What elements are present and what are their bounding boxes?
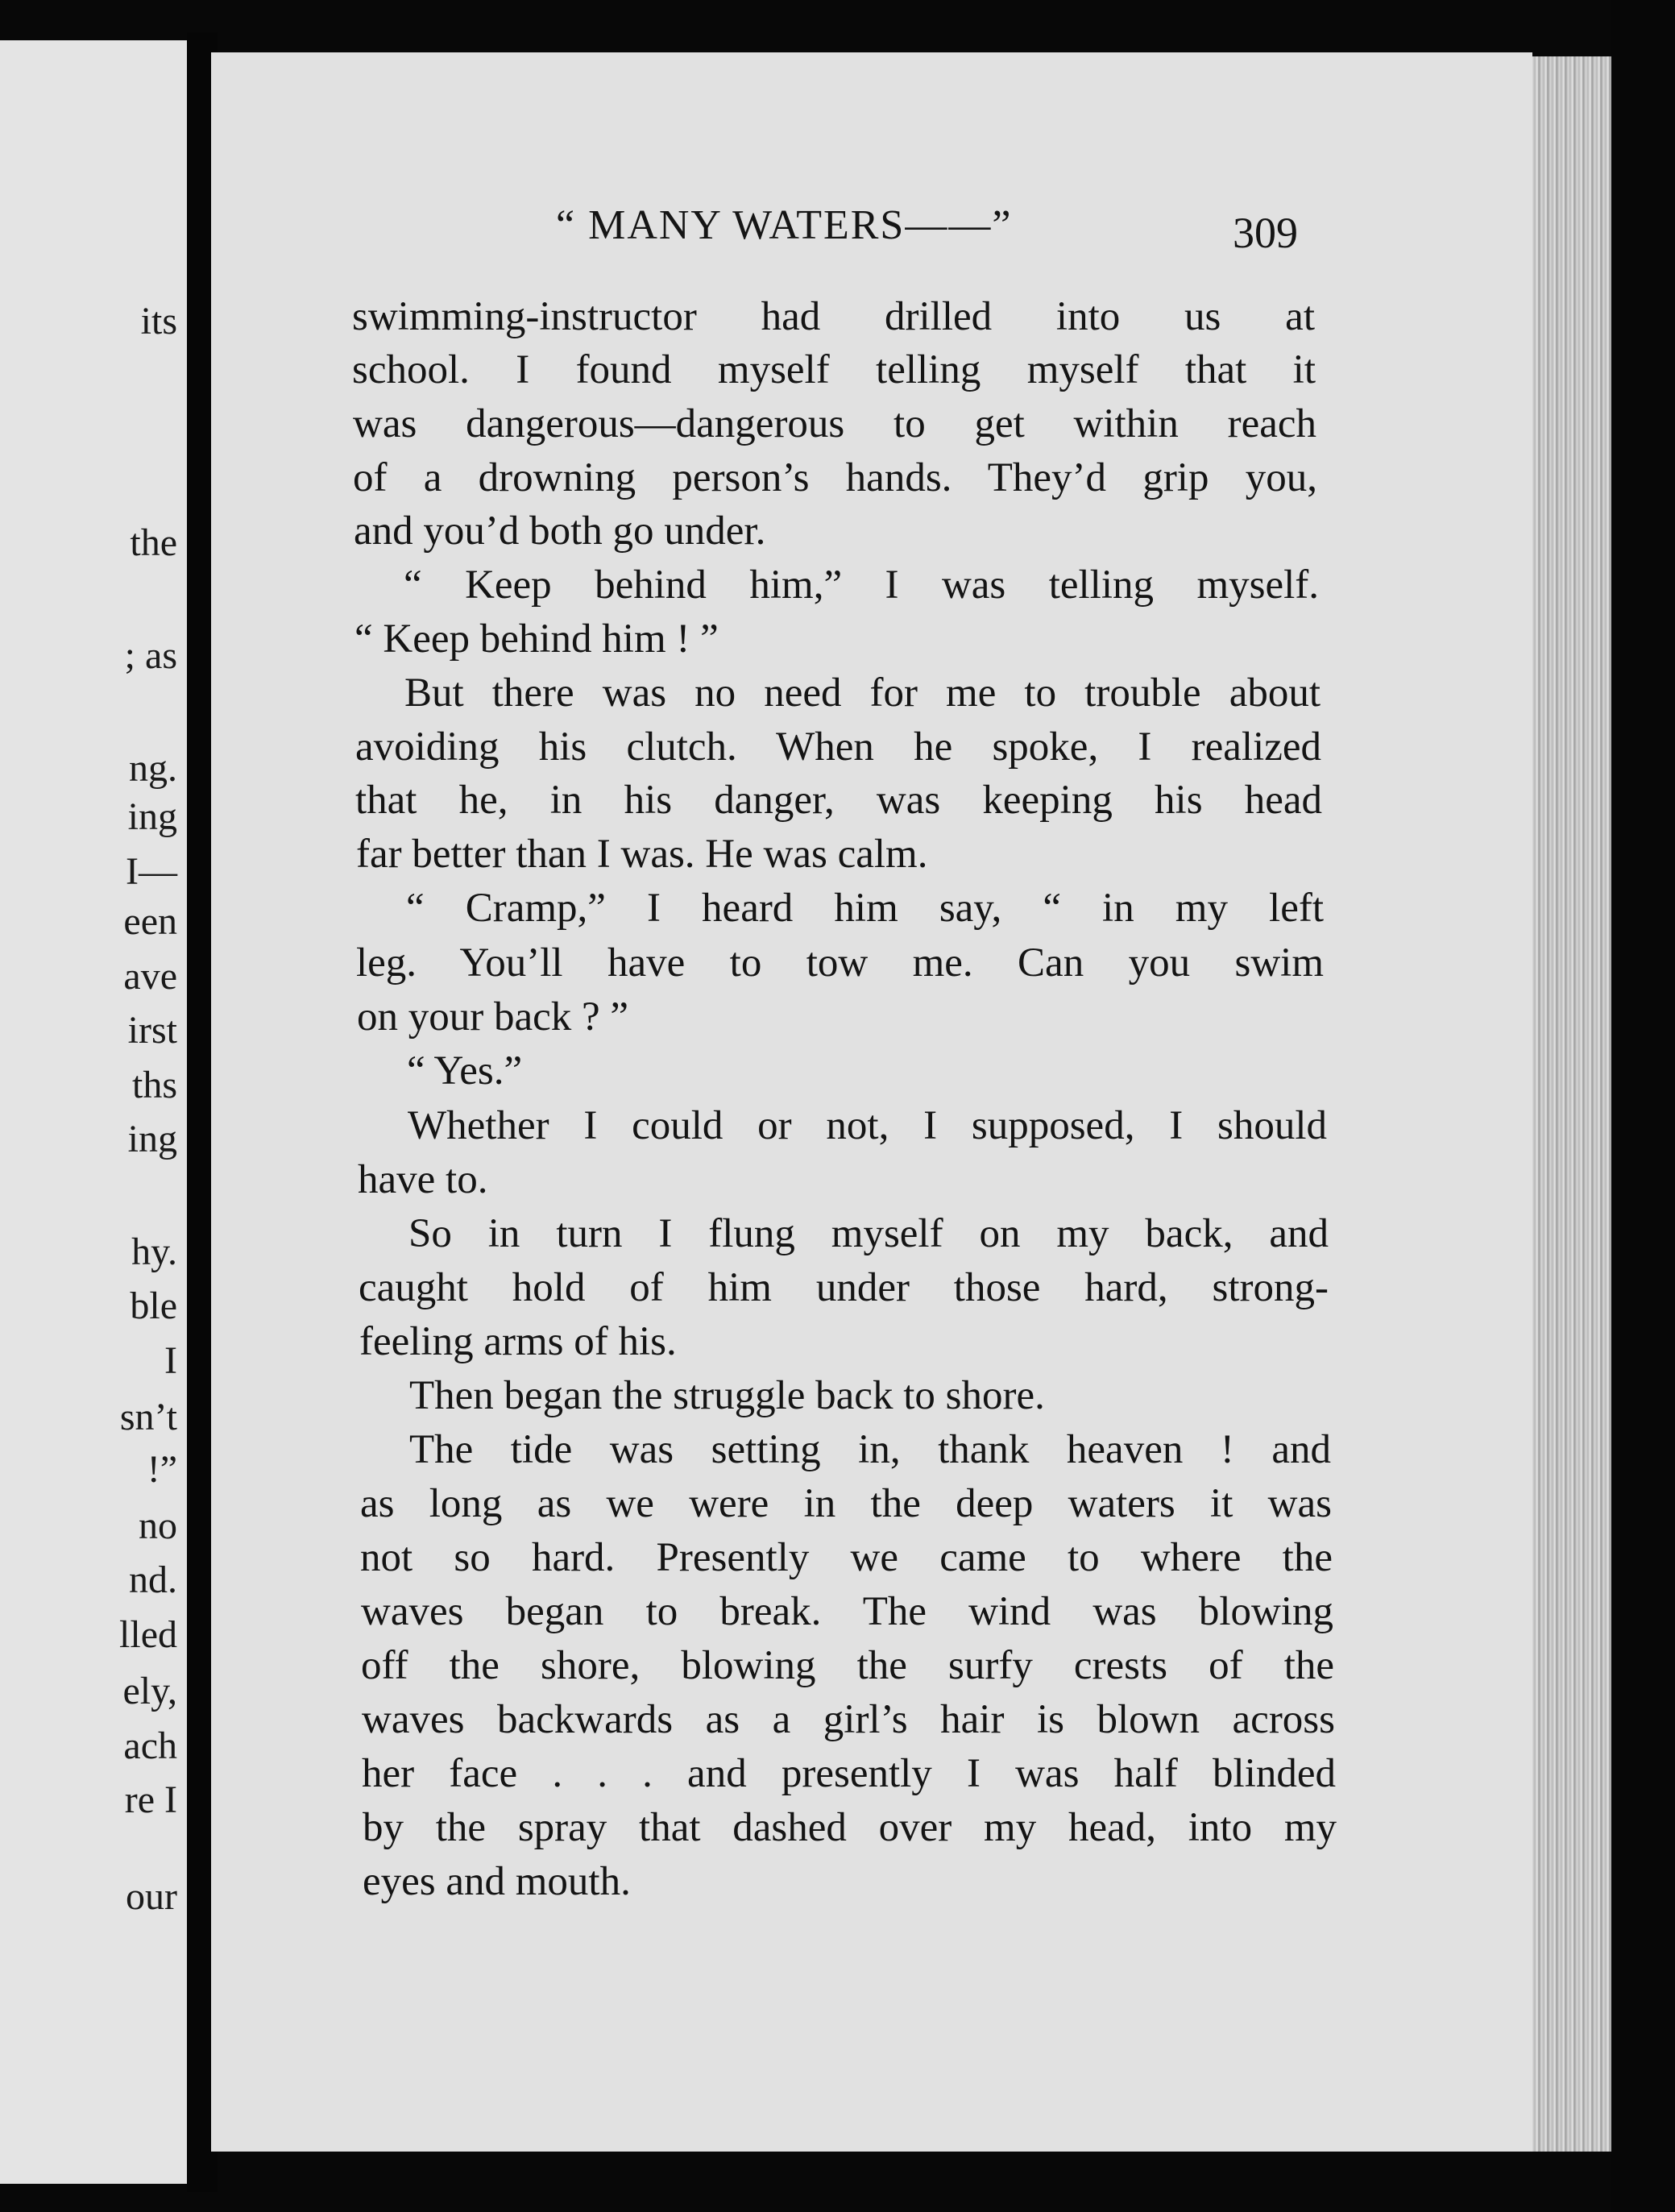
left-page-fragment: no [139, 1504, 177, 1547]
left-page-fragment: I— [126, 850, 177, 893]
text-line: But there was no need for me to trouble about [404, 670, 1321, 716]
left-page-fragment: hy. [131, 1231, 177, 1273]
left-page-fragment: lled [119, 1613, 177, 1656]
left-page-fragment: een [123, 900, 177, 943]
running-head: “ MANY WATERS——” [556, 202, 1013, 248]
left-page-fragment: ng. [129, 747, 177, 790]
text-line: leg. You’ll have to tow me. Can you swim [356, 940, 1324, 986]
left-page-fragment: our [126, 1875, 177, 1918]
text-line: “ Cramp,” I heard him say, “ in my left [406, 886, 1324, 931]
left-page-fragment: its [140, 300, 177, 342]
text-line: not so hard. Presently we came to where the [360, 1535, 1333, 1580]
text-line: have to. [358, 1157, 488, 1202]
left-page-fragment: irst [127, 1009, 177, 1052]
text-line: school. I found myself telling myself that it [352, 347, 1316, 392]
text-line: Then began the struggle back to shore. [409, 1373, 1045, 1418]
text-line: eyes and mouth. [363, 1859, 631, 1904]
left-page-fragment: ths [131, 1064, 177, 1106]
left-page-fragment: sn’t [119, 1396, 177, 1438]
text-line: “ Keep behind him ! ” [354, 616, 719, 662]
left-page-fragment: ely, [122, 1670, 177, 1712]
left-page-fragment: ach [123, 1724, 177, 1767]
text-line: of a drowning person’s hands. They’d grip you, [353, 455, 1317, 500]
left-page-fragment: re I [124, 1778, 177, 1821]
text-line: waves began to break. The wind was blowing [361, 1589, 1333, 1634]
scan-border [1611, 0, 1675, 2212]
left-page-fragment: ; as [124, 634, 177, 677]
left-page-fragment: ing [127, 795, 177, 838]
left-page-fragment: the [130, 521, 177, 564]
text-line: So in turn I flung myself on my back, and [408, 1211, 1329, 1256]
text-line: far better than I was. He was calm. [356, 832, 928, 877]
text-line: off the shore, blowing the surfy crests of the [361, 1643, 1334, 1688]
left-page-fragment: I [164, 1339, 177, 1382]
left-page-fragment: nd. [129, 1558, 177, 1601]
text-line: “ Yes.” [407, 1048, 523, 1094]
left-page-fragment: ble [130, 1284, 177, 1327]
right-page [211, 52, 1532, 2152]
text-line: feeling arms of his. [359, 1319, 677, 1364]
left-page-fragment: !” [147, 1448, 177, 1491]
text-line: Whether I could or not, I supposed, I should [408, 1103, 1327, 1148]
text-line: by the spray that dashed over my head, into my [363, 1805, 1337, 1850]
text-line: “ Keep behind him,” I was telling myself. [404, 562, 1319, 608]
text-line: and you’d both go under. [354, 508, 766, 554]
left-page-fragment: ing [127, 1118, 177, 1160]
text-line: avoiding his clutch. When he spoke, I realized [355, 724, 1321, 770]
left-facing-page [0, 40, 187, 2184]
text-line: her face . . . and presently I was half blinded [362, 1751, 1336, 1796]
text-line: swimming-instructor had drilled into us at [352, 294, 1315, 339]
text-line: on your back ? ” [357, 994, 629, 1040]
page-number: 309 [1233, 209, 1298, 257]
text-line: The tide was setting in, thank heaven ! and [409, 1427, 1331, 1472]
text-line: as long as we were in the deep waters it was [360, 1481, 1332, 1526]
text-line: waves backwards as a girl’s hair is blown across [362, 1697, 1335, 1742]
text-line: caught hold of him under those hard, strong- [359, 1265, 1329, 1310]
text-line: was dangerous—dangerous to get within reach [353, 401, 1316, 446]
left-page-fragment: ave [123, 955, 177, 998]
text-line: that he, in his danger, was keeping his head [355, 778, 1322, 823]
